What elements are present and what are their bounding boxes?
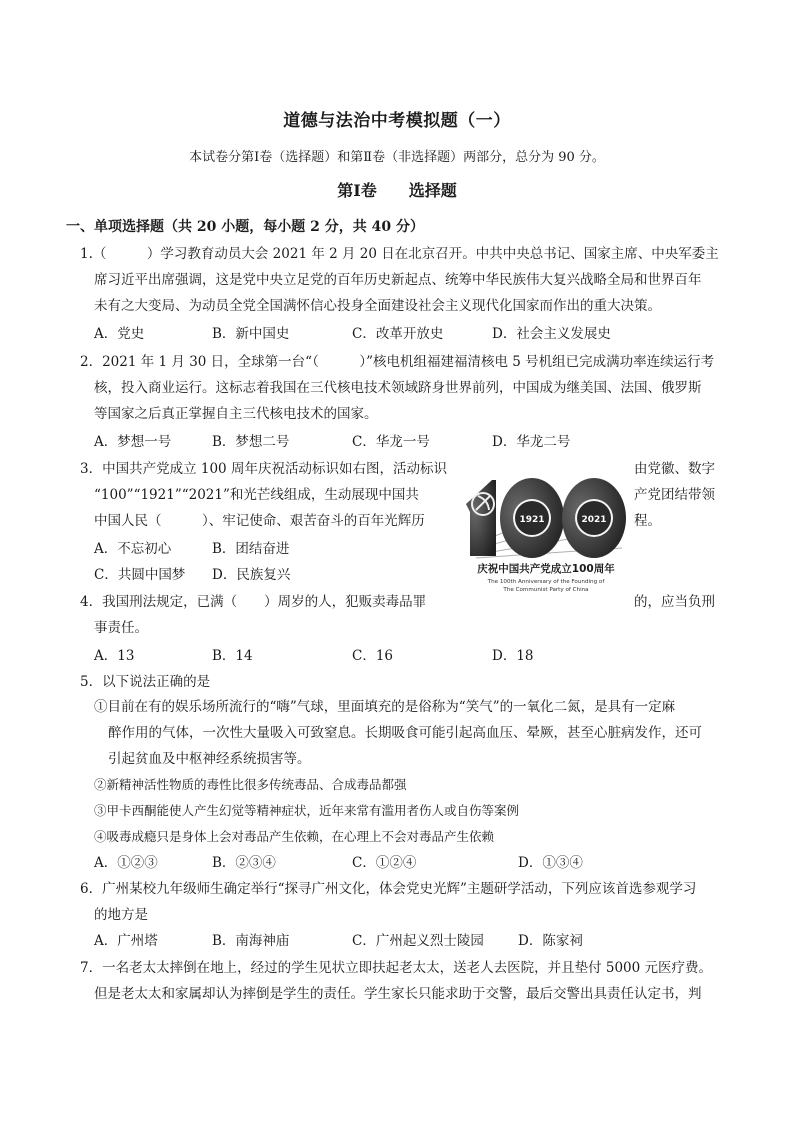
logo-year-2021: 2021: [581, 515, 607, 525]
q2-line-1: 2．2021 年 1 月 30 日，全球第一台“（ ）”核电机组福建福清核电 5 号机组已完成满功率连续运行考: [80, 354, 715, 370]
q1-option-a: A．党史: [94, 326, 145, 342]
q3-option-a: A．不忘初心: [94, 541, 172, 557]
q1-line-1: 1.（ ）学习教育动员大会 2021 年 2 月 20 日在北京召开。中共中央总书记、国家主席、中央军委主: [80, 246, 719, 262]
q1-option-b: B．新中国史: [212, 326, 290, 342]
q5-option-b: B．②③④: [212, 855, 276, 871]
q3-line-3: 中国人民（ ）、牢记使命、艰苦奋斗的百年光辉历: [94, 513, 425, 529]
q7-line-1: 7．一名老太太摔倒在地上，经过的学生见状立即扶起老太太，送老人去医院，并且垫付 5000 元医疗费。: [80, 960, 713, 976]
part-heading: 一、单项选择题（共 20 小题，每小题 2 分，共 40 分）: [66, 219, 424, 235]
q2-option-b: B．梦想二号: [212, 434, 290, 450]
q7-line-2: 但是老太太和家属却认为摔倒是学生的责任。学生家长只能求助于交警，最后交警出具责任认定书，判: [94, 986, 702, 1002]
q3-line-2-end: 产党团结带领: [634, 487, 715, 503]
q2-line-2: 核，投入商业运行。这标志着我国在三代核电技术领域跻身世界前列，中国成为继美国、法国、俄罗斯: [94, 380, 702, 396]
q2-option-d: D．华龙二号: [492, 434, 571, 450]
q3-option-d: D．民族复兴: [212, 567, 291, 583]
q1-option-c: C．改革开放史: [352, 326, 444, 342]
q5-statement-1c: 引起贫血及中枢神经系统损害等。: [108, 751, 311, 767]
q3-line-1: 3．中国共产党成立 100 周年庆祝活动标识如右图，活动标识: [80, 461, 447, 477]
q2-line-3: 等国家之后真正掌握自主三代核电技术的国家。: [94, 406, 378, 422]
q4-option-b: B．14: [212, 648, 253, 664]
q1-line-3: 未有之大变局、为动员全党全国满怀信心投身全面建设社会主义现代化国家而作出的重大决策。: [94, 298, 661, 314]
q6-option-a: A．广州塔: [94, 933, 158, 949]
q5-option-c: C．①②④: [352, 855, 417, 871]
q6-line-1: 6．广州某校九年级师生确定举行“探寻广州文化，体会党史光辉”主题研学活动，下列应该首选参观学习: [80, 881, 697, 897]
q4-option-a: A．13: [94, 648, 135, 664]
section-title: 第Ⅰ卷 选择题: [337, 181, 457, 200]
q5-option-a: A．①②③: [94, 855, 158, 871]
q1-line-2: 席习近平出席强调，这是党中央立足党的百年历史新起点、统筹中华民族伟大复兴战略全局和世界百年: [94, 272, 702, 288]
q3-option-c: C．共圆中国梦: [94, 567, 186, 583]
q3-line-3-end: 程。: [634, 513, 661, 529]
q3-option-b: B．团结奋进: [212, 541, 290, 557]
q6-option-c: C．广州起义烈士陵园: [352, 933, 484, 949]
q4-option-d: D．18: [492, 648, 534, 664]
q6-line-2: 的地方是: [94, 907, 148, 923]
party-anniversary-logo: [462, 460, 630, 600]
page-title: 道德与法治中考模拟题（一）: [283, 111, 511, 131]
logo-caption-en-2: The Communist Party of China: [503, 587, 589, 593]
q6-option-d: D．陈家祠: [518, 933, 583, 949]
party-emblem-icon: [466, 480, 496, 556]
q5-statement-4: ④吸毒成瘾只是身体上会对毒品产生依赖，在心理上不会对毒品产生依赖: [94, 829, 495, 844]
q6-option-b: B．南海神庙: [212, 933, 290, 949]
q5-stem: 5．以下说法正确的是: [80, 674, 211, 690]
logo-caption-en-1: The 100th Anniversary of the Founding of: [487, 579, 605, 585]
q5-option-d: D．①③④: [518, 855, 583, 871]
q5-statement-1a: ①目前在有的娱乐场所流行的“嗨”气球，里面填充的是俗称为“笑气”的一氧化二氮，是具有一定麻: [94, 699, 676, 715]
q3-line-1-end: 由党徽、数字: [634, 461, 715, 477]
q4-line-2: 事责任。: [94, 620, 148, 636]
q2-option-a: A．梦想一号: [94, 434, 172, 450]
logo-caption-cn: 庆祝中国共产党成立100周年: [477, 563, 615, 575]
logo-year-1921: 1921: [519, 515, 545, 525]
q1-option-d: D．社会主义发展史: [492, 326, 611, 342]
q5-statement-3: ③甲卡西酮能使人产生幻觉等精神症状，近年来常有滥用者伤人或自伤等案例: [94, 803, 520, 818]
q5-statement-1b: 醉作用的气体，一次性大量吸入可致窒息。长期吸食可能引起高血压、晕厥，甚至心脏病发作，还可: [108, 725, 702, 741]
q5-statement-2: ②新精神活性物质的毒性比很多传统毒品、合成毒品都强: [94, 777, 407, 792]
q3-line-2: “100”“1921”“2021”和光芒线组成，生动展现中国共: [94, 487, 419, 503]
exam-instructions: 本试卷分第Ⅰ卷（选择题）和第Ⅱ卷（非选择题）两部分，总分为 90 分。: [189, 150, 605, 165]
q4-line-1-end: 的，应当负刑: [634, 594, 715, 610]
q4-line-1: 4．我国刑法规定，已满（ ）周岁的人，犯贩卖毒品罪: [80, 594, 427, 610]
q2-option-c: C．华龙一号: [352, 434, 430, 450]
q4-option-c: C．16: [352, 648, 394, 664]
